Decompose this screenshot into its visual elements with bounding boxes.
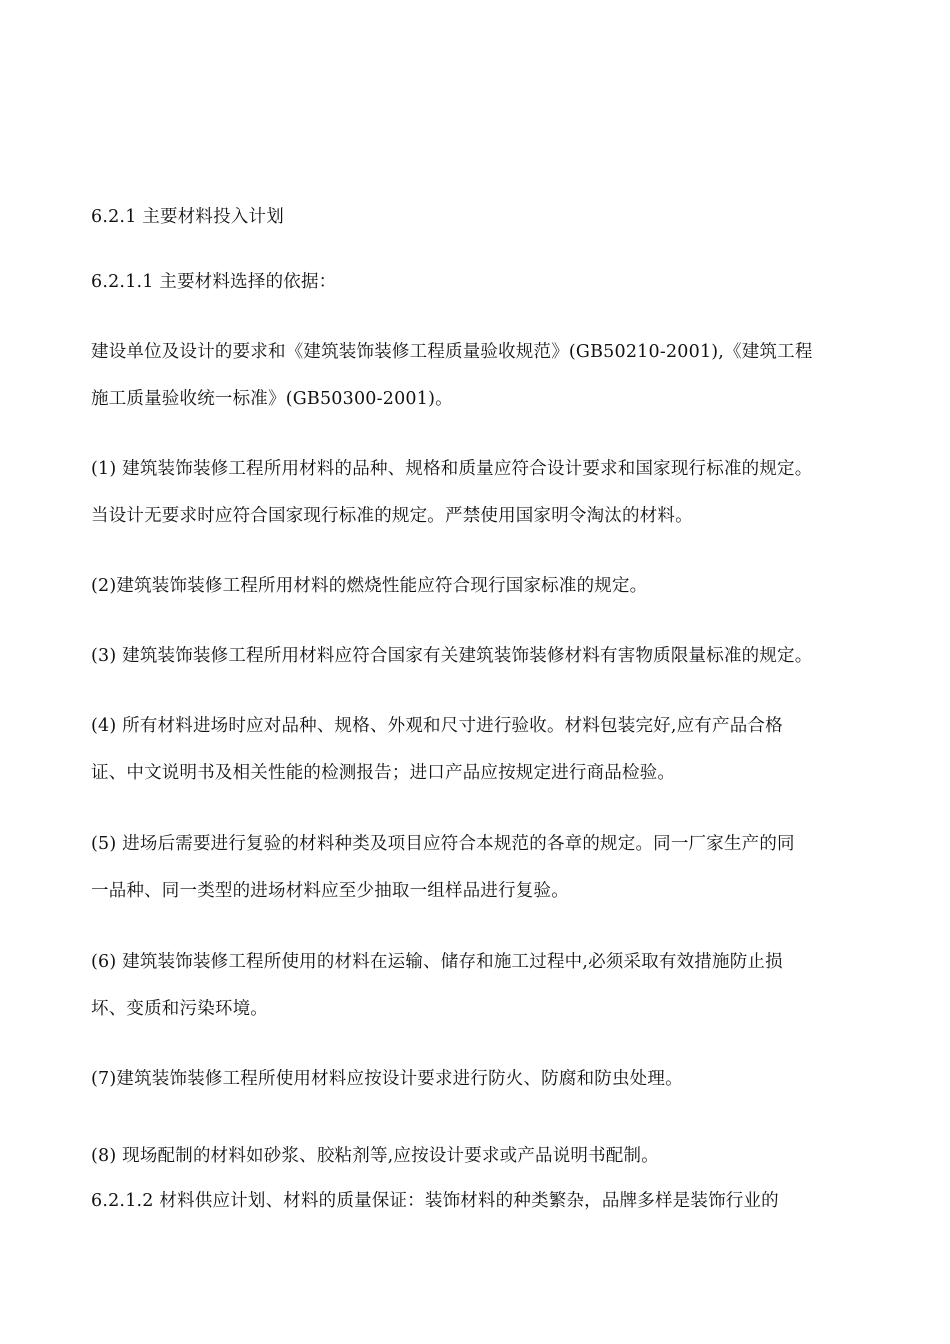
item-4-line-2: 证、中文说明书及相关性能的检测报告；进口产品应按规定进行商品检验。 [91,763,676,783]
basis-paragraph-line-1: 建设单位及设计的要求和《建筑装饰装修工程质量验收规范》(GB50210-2001),《建筑工程 [91,342,813,362]
item-1-line-2: 当设计无要求时应符合国家现行标准的规定。严禁使用国家明令淘汰的材料。 [91,506,693,526]
item-5-line-2: 一品种、同一类型的进场材料应至少抽取一组样品进行复验。 [91,881,569,901]
item-3-line-1: (3) 建筑装饰装修工程所用材料应符合国家有关建筑装饰装修材料有害物质限量标准的规定。 [91,646,813,666]
section-heading-6-2-1: 6.2.1 主要材料投入计划 [91,207,284,227]
subsection-heading-6-2-1-1: 6.2.1.1 主要材料选择的依据： [91,272,337,292]
item-7-line-1: (7)建筑装饰装修工程所使用材料应按设计要求进行防火、防腐和防虫处理。 [91,1069,683,1089]
subsection-heading-6-2-1-2: 6.2.1.2 材料供应计划、材料的质量保证：装饰材料的种类繁杂，品牌多样是装饰行业的 [91,1191,779,1211]
item-6-line-2: 坏、变质和污染环境。 [91,999,268,1019]
item-2-line-1: (2)建筑装饰装修工程所用材料的燃烧性能应符合现行国家标准的规定。 [91,576,648,596]
item-5-line-1: (5) 进场后需要进行复验的材料种类及项目应符合本规范的各章的规定。同一厂家生产的同 [91,834,795,854]
item-4-line-1: (4) 所有材料进场时应对品种、规格、外观和尺寸进行验收。材料包装完好,应有产品合格 [91,716,783,736]
item-6-line-1: (6) 建筑装饰装修工程所使用的材料在运输、储存和施工过程中,必须采取有效措施防止损 [91,952,783,972]
item-1-line-1: (1) 建筑装饰装修工程所用材料的品种、规格和质量应符合设计要求和国家现行标准的规定。 [91,459,813,479]
item-8-line-1: (8) 现场配制的材料如砂浆、胶粘剂等,应按设计要求或产品说明书配制。 [91,1146,659,1166]
basis-paragraph-line-2: 施工质量验收统一标准》(GB50300-2001)。 [91,389,453,409]
